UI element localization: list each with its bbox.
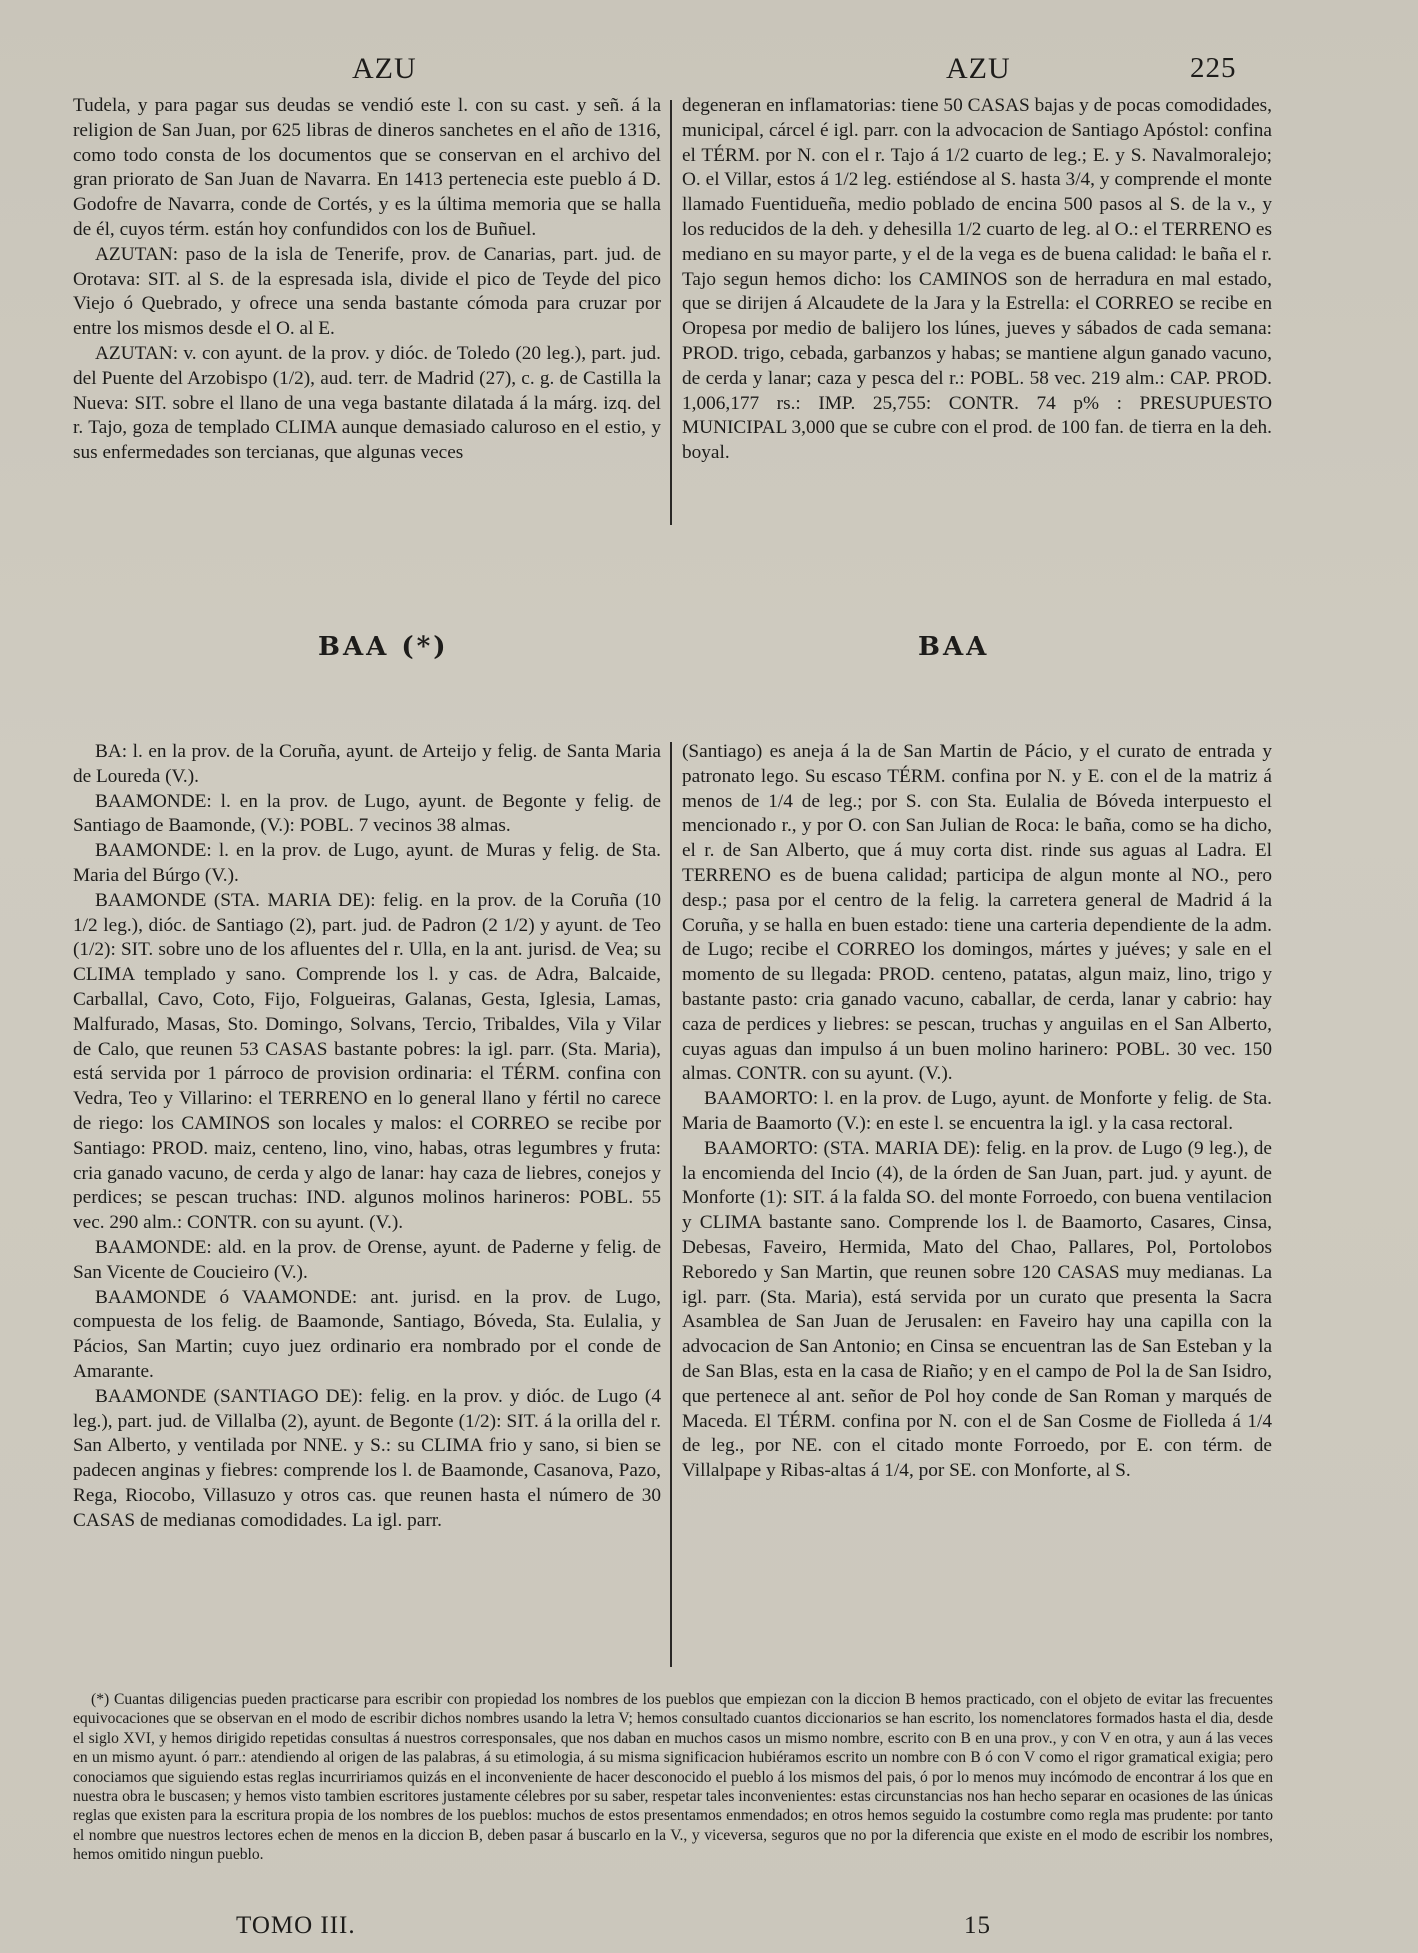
entry-paragraph: AZUTAN: paso de la isla de Tenerife, prov. de Canarias, part. jud. de Orotava: SIT. al S. de la espresada isla, divide el pico de Teyde del pico Viejo ó Quebrado, y ofrece una senda bastante cómoda para cruzar por entre los mismos desde el O. al E. bbox=[73, 243, 661, 340]
entry-paragraph: BAAMONDE: l. en la prov. de Lugo, ayunt. de Muras y felig. de Sta. Maria del Búrgo (V.). bbox=[73, 840, 661, 886]
section-title-right: BAA bbox=[918, 632, 990, 662]
entry-paragraph: BAAMONDE ó VAAMONDE: ant. jurisd. en la prov. de Lugo, compuesta de los felig. de Baamonde, Santiago, Bóveda, Sta. Eulalia, y Pácios, San Martin; cuyo juez ordinario era nombrado por el conde de Amarante. bbox=[73, 1286, 661, 1382]
top-left-column bbox=[73, 94, 661, 524]
entry-paragraph: BAAMORTO: (STA. MARIA DE): felig. en la prov. de Lugo (9 leg.), de la encomienda del Incio (4), de la órden de San Juan, part. jud. y ayunt. de Monforte (1): SIT. á la falda SO. del monte Forroedo, con buena ventilacion y CLIMA bastante sano. Comprende los l. de Baamorto, Casares, Cinsa, Debesas, Faveiro, Hermida, Mato del Chao, Pallares, Pol, Portolobos Reboredo y San Martin, que reunen sobre 120 CASAS muy medianas. La igl. parr. (Sta. Maria), está servida por un curato que presenta la Sacra Asamblea de San Juan de Jerusalen: en Faveiro hay una capilla con la advocacion de San Antonio; en Cinsa se encuentran las de San Esteban y la de San Blas, esta en la casa de Riaño; y en el campo de Pol la de San Isidro, que pertenece al ant. señor de Pol hoy conde de San Roman y marqués de Maceda. El TÉRM. confina por N. con el de San Cosme de Fiolleda á 1/4 de leg., por NE. con el citado monte Forroedo, por E. con térm. de Villalpape y Ribas-altas á 1/4, por SE. con Monforte, al S. bbox=[682, 1137, 1272, 1482]
volume-label: TOMO III. bbox=[236, 1912, 356, 1939]
entry-paragraph: BA: l. en la prov. de la Coruña, ayunt. de Arteijo y felig. de Santa Maria de Loureda (V.). bbox=[73, 741, 661, 787]
bottom-right-column bbox=[682, 740, 1272, 1670]
entry-paragraph: BAAMONDE: ald. en la prov. de Orense, ayunt. de Paderne y felig. de San Vicente de Coucieiro (V.). bbox=[73, 1236, 661, 1283]
section-title-left: BAA (*) bbox=[318, 632, 449, 662]
signature-mark: 15 bbox=[964, 1912, 991, 1939]
footnote bbox=[73, 1690, 1273, 1865]
entry-paragraph: degeneran en inflamatorias: tiene 50 CASAS bajas y de pocas comodidades, municipal, cárcel é igl. parr. con la advocacion de Santiago Apóstol: confina el TÉRM. por N. con el r. Tajo á 1/2 cuarto de leg.; E. y S. Navalmoralejo; O. el Villar, estos á 1/2 leg. estiéndose al S. hasta 3/4, y comprende el monte llamado Fuentidueña, medio poblado de encina 500 pasos al S. de la v., y los reducidos de la deh. y dehesilla 1/2 cuarto de leg. al O.: el TERRENO es mediano en su mayor parte, y el de la vega es de buena calidad: le baña el r. Tajo segun hemos dicho: los CAMINOS son de herradura en mal estado, que se dirijen á Alcaudete de la Jara y la Estrella: el CORREO se recibe en Oropesa por medio de balijero los lúnes, jueves y sábados de cada semana: PROD. trigo, cebada, garbanzos y habas; se mantiene algun ganado vacuno, de cerda y lanar; caza y pesca del r.: POBL. 58 vec. 219 alm.: CAP. PROD. 1,006,177 rs.: IMP. 25,755: CONTR. 74 p% : PRESUPUESTO MUNICIPAL 3,000 que se cubre con el prod. de 100 fan. de tierra en la deh. boyal. bbox=[682, 95, 1272, 464]
entry-paragraph: AZUTAN: v. con ayunt. de la prov. y dióc. de Toledo (20 leg.), part. jud. del Puente del Arzobispo (1/2), aud. terr. de Madrid (27), c. g. de Castilla la Nueva: SIT. sobre el llano de una vega bastante dilatada á la márg. izq. del r. Tajo, goza de templado CLIMA aunque demasiado caluroso en el estio, y sus enfermedades son tercianas, que algunas veces bbox=[73, 342, 661, 464]
page-number: 225 bbox=[1190, 52, 1237, 84]
entry-paragraph: BAAMONDE (STA. MARIA DE): felig. en la prov. de la Coruña (10 1/2 leg.), dióc. de Santiago (2), part. jud. de Padron (2 1/2) y ayunt. de Teo (1/2): SIT. sobre uno de los afluentes del r. Ulla, en la ant. jurisd. de Vea; su CLIMA templado y sano. Comprende los l. y cas. de Adra, Balcaide, Carballal, Cavo, Coto, Fijo, Folgueiras, Galanas, Gesta, Iglesia, Lamas, Malfurado, Masas, Sto. Domingo, Solvans, Tercio, Tribaldes, Vila y Vilar de Calo, que reunen 53 CASAS bastante pobres: la igl. parr. (Sta. Maria), está servida por 1 párroco de provision ordinaria: el TÉRM. confina con Vedra, Teo y Villarino: el TERRENO en lo general llano y fértil no carece de riego: los CAMINOS son locales y malos: el CORREO se recibe por Santiago: PROD. maiz, centeno, lino, vino, habas, otras legumbres y fruta: cria ganado vacuno, de cerda y algo de lanar: hay caza de liebres, conejos y perdices; se pescan truchas: IND. algunos molinos harineros: POBL. 55 vec. 290 alm.: CONTR. con su ayunt. (V.). bbox=[73, 889, 661, 1234]
top-right-column bbox=[682, 94, 1272, 524]
entry-paragraph: (Santiago) es aneja á la de San Martin de Pácio, y el curato de entrada y patronato lego. Su escaso TÉRM. confina por N. y E. con el de la matriz á menos de 1/4 de leg.; por S. con Sta. Eulalia de Bóveda interpuesto el mencionado r., y por O. con San Julian de Roca: le baña, como se ha dicho, el r. de San Alberto, que á muy corta dist. rinde sus aguas al Ladra. El TERRENO es de buena calidad; participa de algun monte al NO., pero desp.; pasa por el centro de la felig. la carretera general de Madrid á la Coruña, y se halla en buen estado: tiene una carteria dependiente de la adm. de Lugo; recibe el CORREO los domingos, mártes y juéves; y sale en el momento de su llegada: PROD. centeno, patatas, algun maiz, lino, trigo y bastante pasto: cria ganado vacuno, caballar, de cerda, lanar y cabrio: hay caza de perdices y liebres: se pescan, truchas y anguilas en el San Alberto, cuyas aguas dan impulso á un buen molino harinero: POBL. 30 vec. 150 almas. CONTR. con su ayunt. (V.). bbox=[682, 741, 1272, 1085]
column-divider bbox=[670, 742, 672, 1667]
footnote-text: (*) Cuantas diligencias pueden practicarse para escribir con propiedad los nombres de los pueblos que empiezan con la diccion B hemos practicado, con el objeto de evitar las frecuentes equivocaciones que se observan en el modo de escribir dichos nombres usando la letra V; hemos consultado cuantos diccionarios se han escrito, los nomenclatores formados hasta el dia, desde el siglo XVI, y hemos dirigido repetidas consultas á nuestros corresponsales, que nos daban en muchos casos un mismo nombre, escrito con B en una prov., y con V en otra, y aun á las veces en un mismo ayunt. ó parr.: atendiendo al origen de las palabras, á su etimologia, á su misma significacion hubiéramos escrito un nombre con B ó con V como el rigor gramatical exigia; pero conociamos que siguiendo estas reglas incurririamos quizás en el inconveniente de hacer desconocido el pueblo á los mismos del pais, ó por lo menos muy incómodo de encontrar á los que en nuestra obra le buscasen; y hemos visto tambien escritores justamente célebres por su saber, respetar tales inconvenientes: estas circunstancias nos han hecho separar en ocasiones de las únicas reglas que existen para la escritura propia de los nombres de los pueblos: muchos de estos presentamos enmendados; en otros hemos seguido la costumbre como regla mas prudente: por tanto el nombre que nuestros lectores echen de menos en la diccion B, deben pasar á buscarlo en la V., y viceversa, seguros que no por la diferencia que existe en el modo de escribir los nombres, hemos omitido ningun pueblo. bbox=[73, 1691, 1273, 1864]
entry-paragraph: BAAMONDE: l. en la prov. de Lugo, ayunt. de Begonte y felig. de Santiago de Baamonde, (V.): POBL. 7 vecinos 38 almas. bbox=[73, 790, 661, 837]
column-divider bbox=[670, 100, 672, 525]
running-head-right: AZU bbox=[946, 52, 1011, 85]
entry-paragraph: BAAMONDE (SANTIAGO DE): felig. en la prov. y dióc. de Lugo (4 leg.), part. jud. de Villalba (2), ayunt. de Begonte (1/2): SIT. á la orilla del r. San Alberto, y ventilada por NNE. y S.: su CLIMA frio y sano, si bien se padecen anginas y fiebres: comprende los l. de Baamonde, Casanova, Pazo, Rega, Riocobo, Villasuzo y otros cas. que reunen hasta el número de 30 CASAS de medianas comodidades. La igl. parr. bbox=[73, 1385, 661, 1531]
running-head-left: AZU bbox=[352, 52, 417, 85]
entry-paragraph: BAAMORTO: l. en la prov. de Lugo, ayunt. de Monforte y felig. de Sta. Maria de Baamorto (V.): en este l. se encuentra la igl. y la casa rectoral. bbox=[682, 1088, 1272, 1134]
bottom-left-column bbox=[73, 740, 661, 1670]
entry-paragraph: Tudela, y para pagar sus deudas se vendió este l. con su cast. y señ. á la religion de San Juan, por 625 libras de dineros sanchetes en el año de 1316, como todo consta de los documentos que se conservan en el archivo del gran priorato de San Juan de Navarra. En 1413 pertenecia este pueblo á D. Godofre de Navarra, conde de Cortés, y es la última memoria que se halla de él, cuyos térm. están hoy confundidos con los de Buñuel. bbox=[73, 95, 661, 240]
